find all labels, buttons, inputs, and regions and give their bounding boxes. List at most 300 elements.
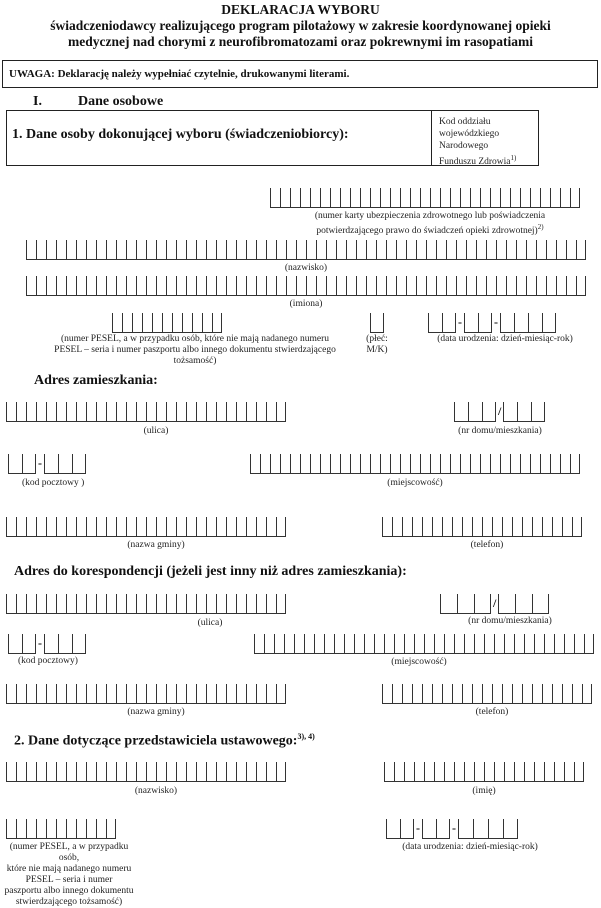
- letter-box[interactable]: [442, 517, 452, 537]
- letter-box[interactable]: [26, 594, 36, 614]
- letter-box[interactable]: [46, 762, 56, 782]
- letter-box[interactable]: [504, 762, 514, 782]
- letter-box[interactable]: [126, 276, 136, 296]
- house-number[interactable]: [454, 402, 496, 422]
- letter-box[interactable]: [56, 240, 66, 260]
- letter-box[interactable]: [386, 240, 396, 260]
- letter-box[interactable]: [176, 517, 186, 537]
- letter-box[interactable]: [66, 240, 76, 260]
- letter-box[interactable]: [46, 240, 56, 260]
- letter-box[interactable]: [346, 240, 356, 260]
- letter-box[interactable]: [482, 402, 496, 422]
- letter-box[interactable]: [176, 276, 186, 296]
- house-number-field[interactable]: [454, 402, 545, 422]
- letter-box[interactable]: [72, 634, 86, 654]
- phone-field[interactable]: [382, 517, 582, 537]
- letter-box[interactable]: [500, 188, 510, 208]
- letter-box[interactable]: [86, 517, 96, 537]
- letter-box[interactable]: [354, 634, 364, 654]
- letter-box[interactable]: [512, 517, 522, 537]
- letter-box[interactable]: [146, 762, 156, 782]
- letter-box[interactable]: [414, 634, 424, 654]
- letter-box[interactable]: [478, 313, 492, 333]
- letter-box[interactable]: [276, 594, 286, 614]
- letter-box[interactable]: [468, 402, 482, 422]
- letter-box[interactable]: [196, 684, 206, 704]
- street-field[interactable]: [6, 402, 286, 422]
- letter-box[interactable]: [458, 819, 473, 839]
- letter-box[interactable]: [344, 634, 354, 654]
- letter-box[interactable]: [430, 454, 440, 474]
- letter-box[interactable]: [460, 188, 470, 208]
- letter-box[interactable]: [326, 240, 336, 260]
- letter-box[interactable]: [474, 762, 484, 782]
- letter-box[interactable]: [464, 634, 474, 654]
- letter-box[interactable]: [126, 240, 136, 260]
- letter-box[interactable]: [496, 276, 506, 296]
- letter-box[interactable]: [246, 594, 256, 614]
- letter-box[interactable]: [66, 517, 76, 537]
- letter-box[interactable]: [96, 762, 106, 782]
- rep-pesel-field[interactable]: [6, 819, 116, 839]
- letter-box[interactable]: [324, 634, 334, 654]
- letter-box[interactable]: [36, 684, 46, 704]
- postal-part1[interactable]: [8, 454, 36, 474]
- letter-box[interactable]: [572, 684, 582, 704]
- letter-box[interactable]: [246, 240, 256, 260]
- letter-box[interactable]: [464, 762, 474, 782]
- letter-box[interactable]: [46, 517, 56, 537]
- letter-box[interactable]: [436, 819, 450, 839]
- letter-box[interactable]: [554, 634, 564, 654]
- letter-box[interactable]: [186, 594, 196, 614]
- letter-box[interactable]: [572, 517, 582, 537]
- letter-box[interactable]: [410, 454, 420, 474]
- letter-box[interactable]: [406, 240, 416, 260]
- letter-box[interactable]: [482, 684, 492, 704]
- letter-box[interactable]: [536, 240, 546, 260]
- letter-box[interactable]: [444, 634, 454, 654]
- letter-box[interactable]: [116, 402, 126, 422]
- letter-box[interactable]: [196, 594, 206, 614]
- letter-box[interactable]: [504, 634, 514, 654]
- letter-box[interactable]: [450, 188, 460, 208]
- postal-part2[interactable]: [44, 454, 86, 474]
- letter-box[interactable]: [544, 762, 554, 782]
- letter-box[interactable]: [340, 454, 350, 474]
- letter-box[interactable]: [66, 819, 76, 839]
- apartment-number[interactable]: [503, 402, 545, 422]
- letter-box[interactable]: [56, 276, 66, 296]
- letter-box[interactable]: [146, 402, 156, 422]
- letter-box[interactable]: [256, 517, 266, 537]
- letter-box[interactable]: [16, 402, 26, 422]
- letter-box[interactable]: [432, 684, 442, 704]
- letter-box[interactable]: [360, 454, 370, 474]
- letter-box[interactable]: [474, 634, 484, 654]
- letter-box[interactable]: [226, 517, 236, 537]
- letter-box[interactable]: [146, 594, 156, 614]
- letter-box[interactable]: [96, 517, 106, 537]
- letter-box[interactable]: [473, 819, 488, 839]
- letter-box[interactable]: [6, 762, 16, 782]
- letter-box[interactable]: [454, 634, 464, 654]
- letter-box[interactable]: [546, 240, 556, 260]
- letter-box[interactable]: [256, 402, 266, 422]
- letter-box[interactable]: [470, 454, 480, 474]
- letter-box[interactable]: [236, 684, 246, 704]
- letter-box[interactable]: [196, 517, 206, 537]
- rep-birth-date-field[interactable]: [386, 819, 518, 839]
- letter-box[interactable]: [96, 240, 106, 260]
- postal-code-field[interactable]: [8, 454, 86, 474]
- letter-box[interactable]: [284, 634, 294, 654]
- rep-birth-month[interactable]: [422, 819, 450, 839]
- letter-box[interactable]: [396, 276, 406, 296]
- letter-box[interactable]: [256, 594, 266, 614]
- letter-box[interactable]: [350, 454, 360, 474]
- letter-box[interactable]: [424, 762, 434, 782]
- letter-box[interactable]: [106, 684, 116, 704]
- letter-box[interactable]: [26, 819, 36, 839]
- letter-box[interactable]: [206, 762, 216, 782]
- letter-box[interactable]: [182, 313, 192, 333]
- letter-box[interactable]: [56, 594, 66, 614]
- letter-box[interactable]: [457, 594, 474, 614]
- letter-box[interactable]: [422, 517, 432, 537]
- letter-box[interactable]: [156, 594, 166, 614]
- letter-box[interactable]: [442, 684, 452, 704]
- letter-box[interactable]: [566, 240, 576, 260]
- letter-box[interactable]: [532, 517, 542, 537]
- letter-box[interactable]: [166, 276, 176, 296]
- letter-box[interactable]: [72, 454, 86, 474]
- letter-box[interactable]: [66, 402, 76, 422]
- letter-box[interactable]: [542, 313, 556, 333]
- letter-box[interactable]: [142, 313, 152, 333]
- letter-box[interactable]: [186, 517, 196, 537]
- letter-box[interactable]: [564, 634, 574, 654]
- letter-box[interactable]: [236, 517, 246, 537]
- house2-number[interactable]: [440, 594, 491, 614]
- letter-box[interactable]: [506, 276, 516, 296]
- letter-box[interactable]: [152, 313, 162, 333]
- letter-box[interactable]: [382, 684, 392, 704]
- letter-box[interactable]: [531, 402, 545, 422]
- letter-box[interactable]: [476, 276, 486, 296]
- rep-birth-year[interactable]: [458, 819, 518, 839]
- letter-box[interactable]: [512, 684, 522, 704]
- letter-box[interactable]: [202, 313, 212, 333]
- letter-box[interactable]: [366, 276, 376, 296]
- letter-box[interactable]: [276, 402, 286, 422]
- letter-box[interactable]: [250, 454, 260, 474]
- letter-box[interactable]: [520, 454, 530, 474]
- letter-box[interactable]: [350, 188, 360, 208]
- letter-box[interactable]: [330, 454, 340, 474]
- letter-box[interactable]: [132, 313, 142, 333]
- letter-box[interactable]: [316, 276, 326, 296]
- letter-box[interactable]: [456, 240, 466, 260]
- letter-box[interactable]: [486, 240, 496, 260]
- letter-box[interactable]: [136, 684, 146, 704]
- letter-box[interactable]: [400, 188, 410, 208]
- letter-box[interactable]: [126, 684, 136, 704]
- letter-box[interactable]: [520, 188, 530, 208]
- letter-box[interactable]: [392, 684, 402, 704]
- letter-box[interactable]: [550, 454, 560, 474]
- letter-box[interactable]: [58, 634, 72, 654]
- letter-box[interactable]: [370, 188, 380, 208]
- letter-box[interactable]: [566, 276, 576, 296]
- letter-box[interactable]: [574, 762, 584, 782]
- letter-box[interactable]: [556, 240, 566, 260]
- letter-box[interactable]: [556, 276, 566, 296]
- letter-box[interactable]: [376, 276, 386, 296]
- letter-box[interactable]: [510, 188, 520, 208]
- letter-box[interactable]: [126, 762, 136, 782]
- letter-box[interactable]: [226, 594, 236, 614]
- letter-box[interactable]: [528, 313, 542, 333]
- letter-box[interactable]: [136, 240, 146, 260]
- letter-box[interactable]: [532, 594, 549, 614]
- letter-box[interactable]: [472, 684, 482, 704]
- letter-box[interactable]: [503, 402, 517, 422]
- city-field[interactable]: [250, 454, 580, 474]
- letter-box[interactable]: [494, 762, 504, 782]
- letter-box[interactable]: [206, 402, 216, 422]
- letter-box[interactable]: [290, 454, 300, 474]
- letter-box[interactable]: [136, 594, 146, 614]
- letter-box[interactable]: [274, 634, 284, 654]
- letter-box[interactable]: [176, 594, 186, 614]
- letter-box[interactable]: [206, 684, 216, 704]
- letter-box[interactable]: [584, 634, 594, 654]
- commune2-field[interactable]: [6, 684, 286, 704]
- letter-box[interactable]: [176, 240, 186, 260]
- letter-box[interactable]: [226, 240, 236, 260]
- letter-box[interactable]: [436, 276, 446, 296]
- letter-box[interactable]: [402, 684, 412, 704]
- letter-box[interactable]: [316, 240, 326, 260]
- letter-box[interactable]: [366, 240, 376, 260]
- letter-box[interactable]: [452, 517, 462, 537]
- letter-box[interactable]: [412, 684, 422, 704]
- letter-box[interactable]: [394, 634, 404, 654]
- letter-box[interactable]: [270, 454, 280, 474]
- letter-box[interactable]: [236, 402, 246, 422]
- letter-box[interactable]: [126, 402, 136, 422]
- commune-field[interactable]: [6, 517, 286, 537]
- postal2-part2[interactable]: [44, 634, 86, 654]
- letter-box[interactable]: [246, 276, 256, 296]
- letter-box[interactable]: [532, 684, 542, 704]
- letter-box[interactable]: [146, 240, 156, 260]
- birth-month[interactable]: [464, 313, 492, 333]
- phone2-field[interactable]: [382, 684, 592, 704]
- letter-box[interactable]: [226, 276, 236, 296]
- letter-box[interactable]: [216, 517, 226, 537]
- letter-box[interactable]: [96, 276, 106, 296]
- letter-box[interactable]: [356, 276, 366, 296]
- letter-box[interactable]: [562, 517, 572, 537]
- letter-box[interactable]: [503, 819, 518, 839]
- letter-box[interactable]: [106, 276, 116, 296]
- letter-box[interactable]: [106, 517, 116, 537]
- letter-box[interactable]: [424, 634, 434, 654]
- letter-box[interactable]: [76, 402, 86, 422]
- letter-box[interactable]: [76, 594, 86, 614]
- letter-box[interactable]: [454, 762, 464, 782]
- letter-box[interactable]: [454, 402, 468, 422]
- letter-box[interactable]: [334, 634, 344, 654]
- letter-box[interactable]: [404, 634, 414, 654]
- letter-box[interactable]: [390, 188, 400, 208]
- letter-box[interactable]: [514, 762, 524, 782]
- letter-box[interactable]: [494, 634, 504, 654]
- letter-box[interactable]: [156, 402, 166, 422]
- letter-box[interactable]: [66, 762, 76, 782]
- letter-box[interactable]: [300, 454, 310, 474]
- letter-box[interactable]: [484, 634, 494, 654]
- letter-box[interactable]: [156, 762, 166, 782]
- letter-box[interactable]: [542, 517, 552, 537]
- letter-box[interactable]: [86, 819, 96, 839]
- letter-box[interactable]: [256, 240, 266, 260]
- letter-box[interactable]: [76, 276, 86, 296]
- names-field[interactable]: [26, 276, 586, 296]
- letter-box[interactable]: [212, 313, 222, 333]
- letter-box[interactable]: [534, 762, 544, 782]
- letter-box[interactable]: [254, 634, 264, 654]
- letter-box[interactable]: [306, 276, 316, 296]
- letter-box[interactable]: [404, 762, 414, 782]
- letter-box[interactable]: [216, 594, 226, 614]
- letter-box[interactable]: [574, 634, 584, 654]
- letter-box[interactable]: [382, 517, 392, 537]
- letter-box[interactable]: [515, 594, 532, 614]
- letter-box[interactable]: [126, 594, 136, 614]
- letter-box[interactable]: [474, 594, 491, 614]
- letter-box[interactable]: [6, 819, 16, 839]
- apartment2-number[interactable]: [498, 594, 549, 614]
- letter-box[interactable]: [406, 276, 416, 296]
- letter-box[interactable]: [414, 762, 424, 782]
- letter-box[interactable]: [36, 517, 46, 537]
- letter-box[interactable]: [16, 762, 26, 782]
- letter-box[interactable]: [256, 684, 266, 704]
- letter-box[interactable]: [176, 684, 186, 704]
- letter-box[interactable]: [390, 454, 400, 474]
- letter-box[interactable]: [186, 684, 196, 704]
- letter-box[interactable]: [386, 276, 396, 296]
- letter-box[interactable]: [86, 276, 96, 296]
- letter-box[interactable]: [540, 188, 550, 208]
- letter-box[interactable]: [136, 402, 146, 422]
- letter-box[interactable]: [516, 276, 526, 296]
- letter-box[interactable]: [432, 517, 442, 537]
- letter-box[interactable]: [136, 762, 146, 782]
- letter-box[interactable]: [96, 819, 106, 839]
- letter-box[interactable]: [534, 634, 544, 654]
- letter-box[interactable]: [280, 454, 290, 474]
- letter-box[interactable]: [46, 594, 56, 614]
- rep-surname-field[interactable]: [6, 762, 286, 782]
- letter-box[interactable]: [450, 454, 460, 474]
- letter-box[interactable]: [116, 762, 126, 782]
- birth-date-field[interactable]: [428, 313, 556, 333]
- letter-box[interactable]: [564, 762, 574, 782]
- letter-box[interactable]: [522, 684, 532, 704]
- letter-box[interactable]: [216, 402, 226, 422]
- letter-box[interactable]: [246, 402, 256, 422]
- letter-box[interactable]: [420, 188, 430, 208]
- letter-box[interactable]: [186, 276, 196, 296]
- letter-box[interactable]: [196, 762, 206, 782]
- letter-box[interactable]: [470, 188, 480, 208]
- letter-box[interactable]: [582, 684, 592, 704]
- letter-box[interactable]: [380, 188, 390, 208]
- letter-box[interactable]: [526, 276, 536, 296]
- letter-box[interactable]: [434, 634, 444, 654]
- letter-box[interactable]: [456, 276, 466, 296]
- letter-box[interactable]: [86, 684, 96, 704]
- letter-box[interactable]: [300, 188, 310, 208]
- letter-box[interactable]: [56, 684, 66, 704]
- letter-box[interactable]: [286, 240, 296, 260]
- letter-box[interactable]: [116, 517, 126, 537]
- letter-box[interactable]: [236, 594, 246, 614]
- letter-box[interactable]: [186, 240, 196, 260]
- letter-box[interactable]: [266, 517, 276, 537]
- surname-field[interactable]: [26, 240, 586, 260]
- letter-box[interactable]: [192, 313, 202, 333]
- letter-box[interactable]: [116, 276, 126, 296]
- letter-box[interactable]: [26, 402, 36, 422]
- letter-box[interactable]: [276, 762, 286, 782]
- letter-box[interactable]: [22, 454, 36, 474]
- letter-box[interactable]: [76, 684, 86, 704]
- letter-box[interactable]: [570, 188, 580, 208]
- letter-box[interactable]: [256, 762, 266, 782]
- letter-box[interactable]: [384, 762, 394, 782]
- letter-box[interactable]: [86, 594, 96, 614]
- pesel-field[interactable]: [112, 313, 222, 333]
- letter-box[interactable]: [330, 188, 340, 208]
- letter-box[interactable]: [6, 402, 16, 422]
- letter-box[interactable]: [96, 684, 106, 704]
- letter-box[interactable]: [420, 454, 430, 474]
- letter-box[interactable]: [416, 240, 426, 260]
- letter-box[interactable]: [276, 276, 286, 296]
- letter-box[interactable]: [36, 819, 46, 839]
- letter-box[interactable]: [552, 684, 562, 704]
- letter-box[interactable]: [66, 594, 76, 614]
- postal2-field[interactable]: [8, 634, 86, 654]
- letter-box[interactable]: [540, 454, 550, 474]
- letter-box[interactable]: [216, 762, 226, 782]
- letter-box[interactable]: [480, 454, 490, 474]
- letter-box[interactable]: [270, 188, 280, 208]
- letter-box[interactable]: [514, 634, 524, 654]
- letter-box[interactable]: [166, 240, 176, 260]
- letter-box[interactable]: [460, 454, 470, 474]
- letter-box[interactable]: [146, 684, 156, 704]
- letter-box[interactable]: [116, 240, 126, 260]
- letter-box[interactable]: [266, 684, 276, 704]
- letter-box[interactable]: [570, 454, 580, 474]
- letter-box[interactable]: [66, 684, 76, 704]
